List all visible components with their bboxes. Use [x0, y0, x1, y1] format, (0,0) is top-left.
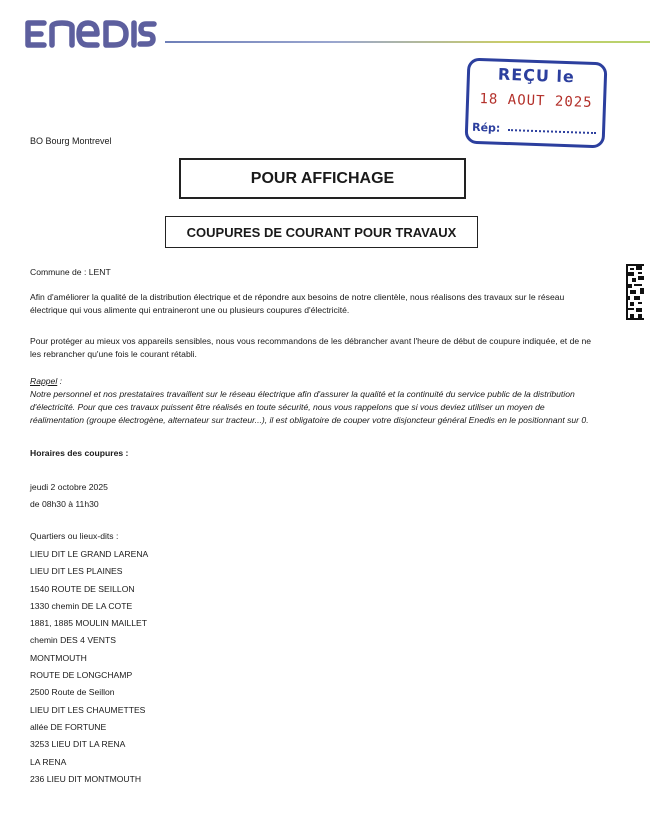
- list-item: LA RENA: [30, 756, 67, 767]
- datamatrix-code-icon: [626, 264, 644, 320]
- list-item: 3253 LIEU DIT LA RENA: [30, 739, 126, 750]
- quartiers-label: Quartiers ou lieux-dits :: [30, 531, 119, 541]
- list-item: allée DE FORTUNE: [30, 721, 107, 732]
- sender-office: BO Bourg Montrevel: [30, 136, 112, 146]
- places-list: [30, 546, 148, 788]
- list-item: 236 LIEU DIT MONTMOUTH: [30, 773, 142, 784]
- stamp-date: 18 AOUT 2025: [479, 91, 593, 111]
- list-item: 2500 Route de Seillon: [30, 687, 115, 698]
- pour-affichage-heading: POUR AFFICHAGE: [179, 158, 466, 199]
- list-item: LIEU DIT LES CHAUMETTES: [30, 704, 146, 715]
- rappel-colon: :: [57, 376, 63, 386]
- enedis-logo: [22, 14, 157, 50]
- outage-date: jeudi 2 octobre 2025: [30, 482, 108, 492]
- intro-paragraph: Afin d'améliorer la qualité de la distribution électrique et de répondre aux besoins de notre clientèle, nous réalisons des travaux sur le réseau électrique qui vous alimente qui entraineront une ou plusieurs coupures d'électricité.: [30, 292, 565, 315]
- rappel-label: Rappel: [30, 376, 58, 386]
- list-item: 1330 chemin DE LA COTE: [30, 600, 133, 611]
- list-item: 1881, 1885 MOULIN MAILLET: [30, 618, 148, 629]
- stamp-title: REÇU le: [497, 64, 576, 87]
- list-item: LIEU DIT LE GRAND LARENA: [30, 549, 149, 559]
- header-rule: [165, 41, 650, 43]
- list-item: ROUTE DE LONGCHAMP: [30, 670, 133, 681]
- stamp-rep-label: Rép:: [471, 120, 501, 135]
- list-item: MONTMOUTH: [30, 652, 87, 663]
- list-item: chemin DES 4 VENTS: [30, 635, 116, 646]
- protection-paragraph: Pour protéger au mieux vos appareils sensibles, nous vous recommandons de les débrancher avant l'heure de début de coupure indiquée, et de ne les rebrancher qu'une fois le courant rétabli.: [30, 336, 592, 359]
- outage-time: de 08h30 à 11h30: [30, 499, 99, 509]
- list-item: 1540 ROUTE DE SEILLON: [30, 583, 135, 594]
- rappel-label-line: [30, 375, 600, 388]
- commune-line: Commune de : LENT: [30, 267, 111, 277]
- horaires-label: Horaires des coupures :: [30, 448, 129, 458]
- stamp-dotted-line: [508, 129, 596, 134]
- coupures-heading: COUPURES DE COURANT POUR TRAVAUX: [165, 216, 478, 248]
- received-stamp: [465, 58, 608, 149]
- list-item: LIEU DIT LES PLAINES: [30, 566, 123, 577]
- rappel-text: Notre personnel et nos prestataires travaillent sur le réseau électrique afin d'assurer la qualité et la continuité du service public de la distribution d'électricité. Pour que ces travaux puissent être réalisés en toute sécurité, nous vous rappelons que si vous deviez utiliser un moyen de réalimentation (groupe électrogène, alternateur sur tracteur...), il est obligatoire de couper votre disjoncteur général Enedis en le positionnant sur 0.: [30, 389, 589, 425]
